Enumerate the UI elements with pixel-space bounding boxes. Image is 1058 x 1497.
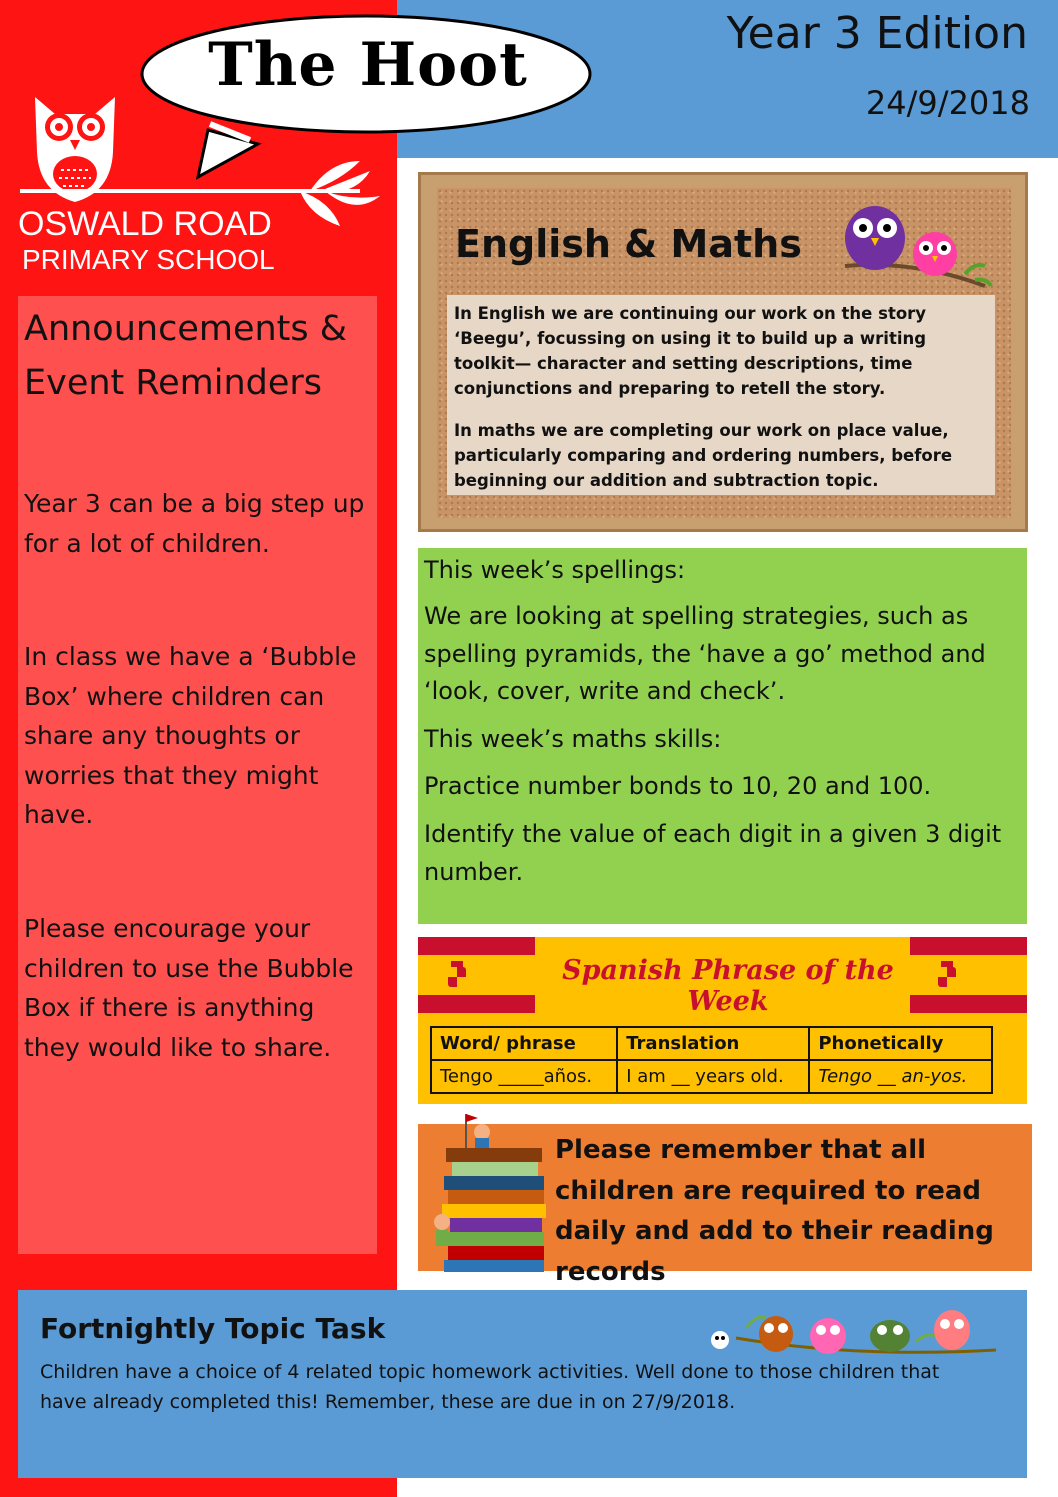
newsletter-title: The Hoot: [208, 30, 528, 100]
announcements-panel: [18, 296, 377, 1254]
issue-date: 24/9/2018: [865, 84, 1030, 122]
table-cell: Tengo __ an-yos.: [809, 1060, 992, 1093]
spellings-maths-panel: [418, 548, 1027, 924]
table-row: [431, 1060, 992, 1093]
announcements-title: Announcements & Event Reminders: [24, 309, 348, 403]
book-stack-icon: [426, 1110, 556, 1275]
spanish-phrase-panel: [418, 937, 1027, 1104]
spanish-crest-icon: [440, 959, 474, 993]
announcement-paragraph: Please encourage your children to use the Bubble Box if there is anything they would like to share.: [24, 914, 354, 1062]
spellings-text: We are looking at spelling strategies, such as spelling pyramids, the ‘have a go’ method and ‘look, cover, write and check’.: [424, 602, 986, 705]
announcement-paragraph: In class we have a ‘Bubble Box’ where children can share any thoughts or worries that they might have.: [24, 642, 357, 829]
spanish-crest-icon: [930, 959, 964, 993]
english-paragraph: In English we are continuing our work on the story ‘Beegu’, focussing on using it to build up a writing toolkit— character and setting descriptions, time conjunctions and preparing to retell the story.: [454, 304, 927, 398]
english-maths-note: [447, 295, 995, 495]
flag-stripe: [418, 937, 535, 955]
table-header-row: [431, 1027, 992, 1060]
reading-reminder-text: Please remember that all children are required to read daily and add to their reading records: [555, 1135, 994, 1287]
flag-stripe: [910, 937, 1027, 955]
table-cell: I am __ years old.: [617, 1060, 809, 1093]
maths-skill-item: Practice number bonds to 10, 20 and 100.: [424, 772, 932, 800]
reading-reminder-panel: [418, 1124, 1032, 1287]
topic-task-text: Children have a choice of 4 related topic homework activities. Well done to those children that have already completed this! Remember, these are due in on 27/9/2018.: [40, 1361, 940, 1413]
flag-stripe: [418, 995, 535, 1013]
owls-row-icon: [706, 1298, 1006, 1370]
table-header-cell: Word/ phrase: [431, 1027, 617, 1060]
edition-label: Year 3 Edition: [726, 8, 1028, 59]
school-name-line-2: PRIMARY SCHOOL: [22, 244, 275, 275]
english-maths-title: English & Maths: [455, 222, 802, 266]
table-header-cell: Phonetically: [809, 1027, 992, 1060]
spellings-heading: This week’s spellings:: [424, 556, 686, 584]
announcement-paragraph: Year 3 can be a big step up for a lot of children.: [24, 489, 365, 558]
table-cell: Tengo _____años.: [431, 1060, 617, 1093]
maths-skill-item: Identify the value of each digit in a given 3 digit number.: [424, 820, 1002, 886]
topic-task-title: Fortnightly Topic Task: [40, 1312, 386, 1345]
spanish-phrase-title: Spanish Phrase of the Week: [562, 955, 894, 1017]
flag-stripe: [910, 995, 1027, 1013]
table-header-cell: Translation: [617, 1027, 809, 1060]
owls-on-branch-icon: [835, 196, 995, 296]
maths-paragraph: In maths we are completing our work on place value, particularly comparing and ordering numbers, before beginning our addition and subtraction topic.: [454, 421, 953, 490]
maths-skills-heading: This week’s maths skills:: [424, 725, 722, 753]
topic-task-panel: [18, 1290, 1027, 1478]
school-name-line-1: OSWALD ROAD: [18, 205, 272, 243]
spanish-phrase-table: [430, 1026, 993, 1094]
